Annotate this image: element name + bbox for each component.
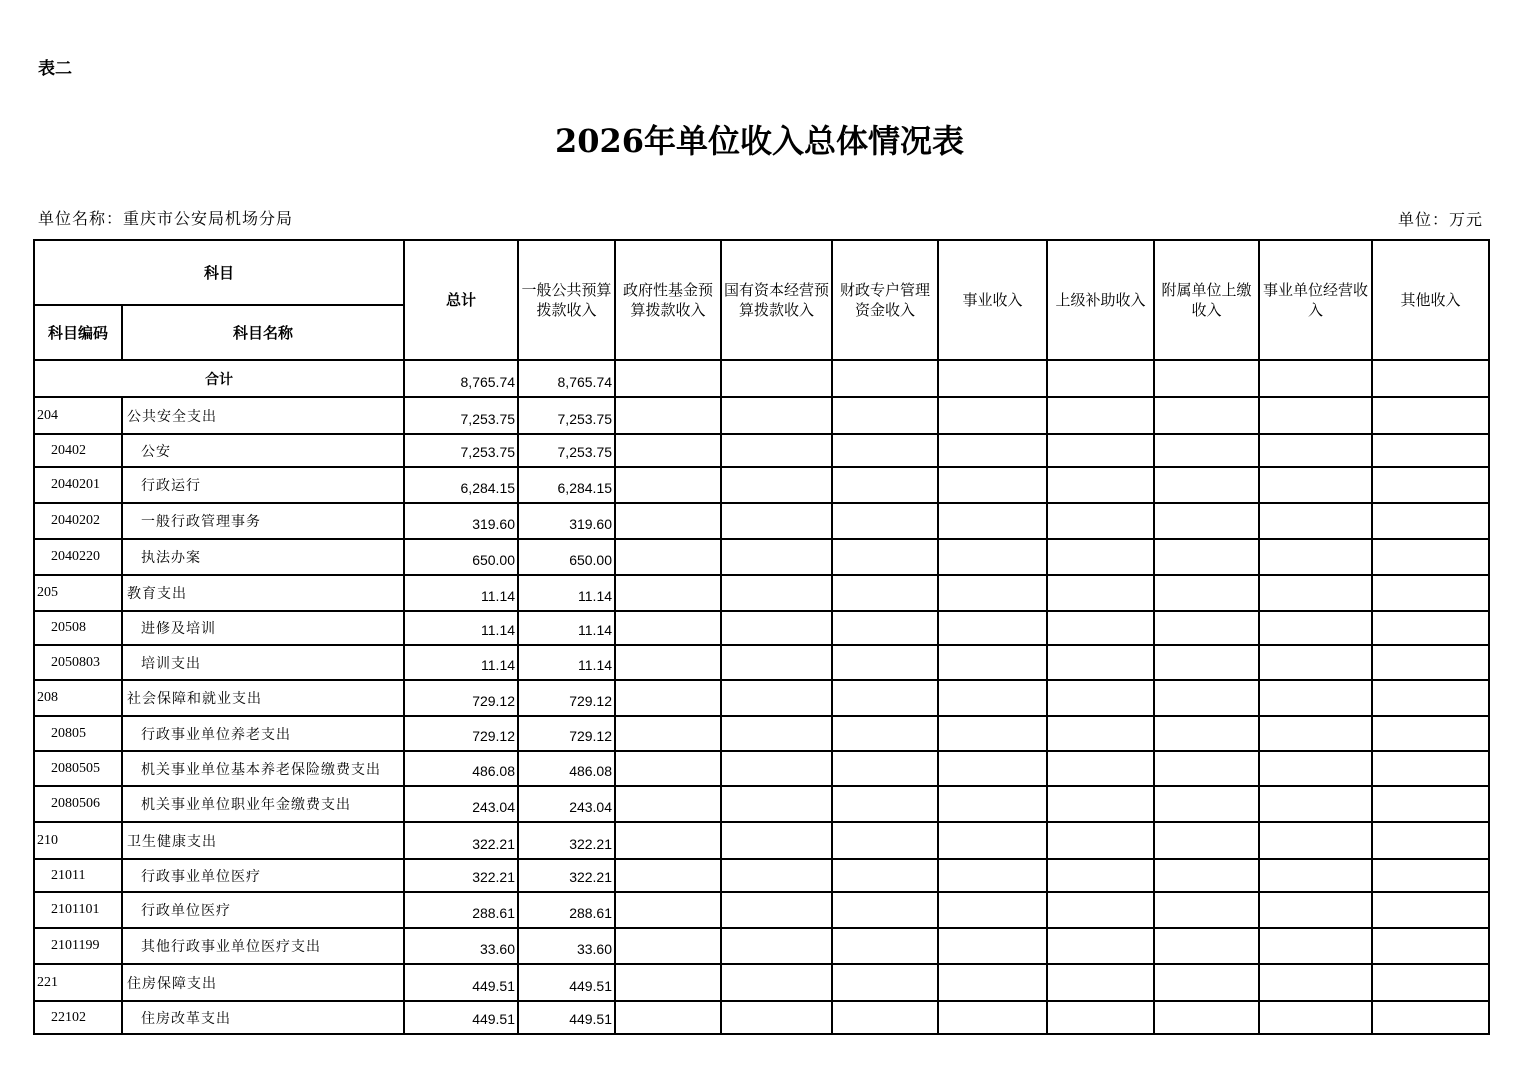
empty-cell [938,964,1047,1001]
table-row [34,503,1489,539]
empty-cell [1154,859,1259,892]
general-budget-amount: 11.14 [518,611,615,645]
table-row [34,434,1489,467]
empty-cell [832,964,938,1001]
subject-code: 2040202 [34,503,122,539]
empty-cell [938,503,1047,539]
general-budget-amount: 729.12 [518,716,615,751]
empty-cell [1372,397,1489,434]
subject-name: 培训支出 [122,645,404,680]
empty-cell [1372,360,1489,397]
empty-cell [1047,575,1154,611]
empty-cell [938,434,1047,467]
empty-cell [721,859,832,892]
empty-cell [615,786,721,822]
table-row [34,397,1489,434]
header-other-income: 其他收入 [1372,240,1489,360]
empty-cell [832,434,938,467]
empty-cell [1154,397,1259,434]
empty-cell [1259,539,1372,575]
subject-name: 其他行政事业单位医疗支出 [122,928,404,964]
empty-cell [1372,964,1489,1001]
empty-cell [1259,397,1372,434]
subject-code: 208 [34,680,122,716]
general-budget-amount: 449.51 [518,1001,615,1034]
empty-cell [615,503,721,539]
total-amount: 11.14 [404,645,518,680]
empty-cell [1154,892,1259,928]
empty-cell [615,611,721,645]
header-code: 科目编码 [34,305,122,360]
subject-name: 进修及培训 [122,611,404,645]
empty-cell [615,467,721,503]
empty-cell [615,1001,721,1034]
total-amount: 729.12 [404,716,518,751]
general-budget-amount: 486.08 [518,751,615,786]
empty-cell [938,467,1047,503]
empty-cell [1372,539,1489,575]
header-total: 总计 [404,240,518,360]
empty-cell [1154,575,1259,611]
empty-cell [1259,575,1372,611]
total-amount: 449.51 [404,964,518,1001]
general-budget-amount: 33.60 [518,928,615,964]
table-row [34,467,1489,503]
empty-cell [1372,575,1489,611]
subject-code: 20402 [34,434,122,467]
empty-cell [832,397,938,434]
total-amount: 6,284.15 [404,467,518,503]
empty-cell [1154,786,1259,822]
empty-cell [1372,716,1489,751]
empty-cell [721,716,832,751]
empty-cell [1372,859,1489,892]
empty-cell [832,892,938,928]
empty-cell [721,786,832,822]
empty-cell [1154,611,1259,645]
subject-code: 2040220 [34,539,122,575]
empty-cell [1259,716,1372,751]
total-amount: 322.21 [404,859,518,892]
total-amount: 322.21 [404,822,518,859]
table-row [34,822,1489,859]
empty-cell [1047,434,1154,467]
empty-cell [832,467,938,503]
total-amount: 729.12 [404,680,518,716]
empty-cell [1154,645,1259,680]
subject-name: 社会保障和就业支出 [122,680,404,716]
empty-cell [1259,645,1372,680]
empty-cell [1154,928,1259,964]
empty-cell [832,1001,938,1034]
empty-cell [1154,751,1259,786]
total-general-amount: 8,765.74 [518,360,615,397]
subject-code: 21011 [34,859,122,892]
empty-cell [938,539,1047,575]
empty-cell [832,751,938,786]
empty-cell [938,645,1047,680]
empty-cell [832,611,938,645]
header-subject: 科目 [34,240,404,305]
empty-cell [615,964,721,1001]
empty-cell [615,360,721,397]
empty-cell [1372,892,1489,928]
subject-name: 机关事业单位职业年金缴费支出 [122,786,404,822]
empty-cell [938,892,1047,928]
subject-name: 行政事业单位医疗 [122,859,404,892]
empty-cell [938,680,1047,716]
empty-cell [721,892,832,928]
empty-cell [615,716,721,751]
subject-code: 204 [34,397,122,434]
empty-cell [1259,467,1372,503]
empty-cell [1259,503,1372,539]
empty-cell [721,928,832,964]
empty-cell [832,680,938,716]
empty-cell [721,751,832,786]
general-budget-amount: 243.04 [518,786,615,822]
empty-cell [615,434,721,467]
total-amount: 11.14 [404,575,518,611]
general-budget-amount: 6,284.15 [518,467,615,503]
empty-cell [721,680,832,716]
empty-cell [938,751,1047,786]
total-amount: 486.08 [404,751,518,786]
general-budget-amount: 650.00 [518,539,615,575]
page-title: 2026年单位收入总体情况表 [554,122,965,160]
empty-cell [938,716,1047,751]
empty-cell [1047,467,1154,503]
table-row [34,539,1489,575]
general-budget-amount: 288.61 [518,892,615,928]
empty-cell [1154,434,1259,467]
header-affiliated-remit: 附属单位上缴收入 [1154,240,1259,360]
empty-cell [938,1001,1047,1034]
empty-cell [615,751,721,786]
subject-code: 221 [34,964,122,1001]
empty-cell [1259,751,1372,786]
subject-code: 2040201 [34,467,122,503]
header-business-income: 事业收入 [938,240,1047,360]
empty-cell [1259,928,1372,964]
table-row [34,716,1489,751]
total-amount: 8,765.74 [404,360,518,397]
total-amount: 449.51 [404,1001,518,1034]
subject-name: 行政事业单位养老支出 [122,716,404,751]
subject-code: 22102 [34,1001,122,1034]
table-row [34,786,1489,822]
general-budget-amount: 322.21 [518,822,615,859]
empty-cell [1372,786,1489,822]
subject-name: 执法办案 [122,539,404,575]
empty-cell [721,645,832,680]
empty-cell [615,680,721,716]
empty-cell [1372,928,1489,964]
subject-code: 2101199 [34,928,122,964]
empty-cell [1259,1001,1372,1034]
subject-name: 教育支出 [122,575,404,611]
empty-cell [832,716,938,751]
empty-cell [1259,892,1372,928]
table-row [34,751,1489,786]
income-table [33,239,1490,1035]
subject-name: 住房保障支出 [122,964,404,1001]
subject-code: 20508 [34,611,122,645]
empty-cell [938,859,1047,892]
header-row-1 [34,240,1489,305]
empty-cell [1259,786,1372,822]
subject-name: 卫生健康支出 [122,822,404,859]
empty-cell [1047,786,1154,822]
empty-cell [938,786,1047,822]
empty-cell [938,397,1047,434]
empty-cell [1372,467,1489,503]
empty-cell [615,822,721,859]
empty-cell [1154,680,1259,716]
empty-cell [938,611,1047,645]
total-amount: 650.00 [404,539,518,575]
general-budget-amount: 11.14 [518,645,615,680]
general-budget-amount: 449.51 [518,964,615,1001]
empty-cell [832,645,938,680]
table-row [34,645,1489,680]
general-budget-amount: 11.14 [518,575,615,611]
general-budget-amount: 7,253.75 [518,397,615,434]
empty-cell [1154,360,1259,397]
subject-name: 住房改革支出 [122,1001,404,1034]
general-budget-amount: 729.12 [518,680,615,716]
subject-name: 公共安全支出 [122,397,404,434]
empty-cell [615,892,721,928]
empty-cell [1154,467,1259,503]
total-amount: 7,253.75 [404,434,518,467]
empty-cell [615,575,721,611]
empty-cell [1259,964,1372,1001]
empty-cell [1372,822,1489,859]
empty-cell [938,575,1047,611]
table-row [34,859,1489,892]
empty-cell [1047,539,1154,575]
table-row [34,611,1489,645]
empty-cell [721,611,832,645]
empty-cell [721,397,832,434]
empty-cell [1372,751,1489,786]
empty-cell [1154,1001,1259,1034]
empty-cell [938,928,1047,964]
empty-cell [721,964,832,1001]
total-label: 合计 [34,360,404,397]
empty-cell [832,503,938,539]
unit-label: 单位：万元 [1397,210,1483,229]
empty-cell [1372,680,1489,716]
empty-cell [721,822,832,859]
empty-cell [721,434,832,467]
empty-cell [832,786,938,822]
subject-code: 20805 [34,716,122,751]
total-amount: 33.60 [404,928,518,964]
total-amount: 319.60 [404,503,518,539]
empty-cell [615,645,721,680]
table-row [34,1001,1489,1034]
empty-cell [1372,503,1489,539]
subject-code: 2050803 [34,645,122,680]
general-budget-amount: 319.60 [518,503,615,539]
subject-name: 行政单位医疗 [122,892,404,928]
header-superior-subsidy: 上级补助收入 [1047,240,1154,360]
total-amount: 243.04 [404,786,518,822]
empty-cell [1047,503,1154,539]
empty-cell [1154,503,1259,539]
empty-cell [832,859,938,892]
empty-cell [721,503,832,539]
unit-name: 单位名称：重庆市公安局机场分局 [38,209,294,228]
empty-cell [1372,645,1489,680]
empty-cell [1047,397,1154,434]
empty-cell [615,539,721,575]
empty-cell [1259,822,1372,859]
empty-cell [1047,716,1154,751]
empty-cell [1372,1001,1489,1034]
empty-cell [721,360,832,397]
empty-cell [721,1001,832,1034]
empty-cell [1047,751,1154,786]
empty-cell [721,467,832,503]
empty-cell [832,928,938,964]
subject-name: 机关事业单位基本养老保险缴费支出 [122,751,404,786]
empty-cell [938,822,1047,859]
empty-cell [615,397,721,434]
empty-cell [832,360,938,397]
empty-cell [1047,964,1154,1001]
empty-cell [832,822,938,859]
total-amount: 288.61 [404,892,518,928]
subject-code: 2080505 [34,751,122,786]
header-general-budget: 一般公共预算拨款收入 [518,240,615,360]
general-budget-amount: 7,253.75 [518,434,615,467]
header-operating-income: 事业单位经营收入 [1259,240,1372,360]
empty-cell [1259,611,1372,645]
table-row [34,928,1489,964]
total-row [34,360,1489,397]
empty-cell [1047,859,1154,892]
empty-cell [1047,822,1154,859]
empty-cell [832,539,938,575]
empty-cell [1154,539,1259,575]
header-state-capital: 国有资本经营预算拨款收入 [721,240,832,360]
empty-cell [721,575,832,611]
table-row [34,575,1489,611]
table-row [34,680,1489,716]
empty-cell [615,928,721,964]
empty-cell [938,360,1047,397]
empty-cell [1154,964,1259,1001]
empty-cell [1154,822,1259,859]
empty-cell [1372,434,1489,467]
subject-name: 行政运行 [122,467,404,503]
empty-cell [1047,645,1154,680]
empty-cell [1372,611,1489,645]
subject-name: 一般行政管理事务 [122,503,404,539]
subject-code: 2101101 [34,892,122,928]
empty-cell [1047,360,1154,397]
empty-cell [721,539,832,575]
table-row [34,892,1489,928]
subject-code: 2080506 [34,786,122,822]
total-amount: 11.14 [404,611,518,645]
empty-cell [1047,611,1154,645]
empty-cell [1047,892,1154,928]
empty-cell [1047,1001,1154,1034]
empty-cell [1259,434,1372,467]
header-name: 科目名称 [122,305,404,360]
empty-cell [1047,928,1154,964]
empty-cell [1154,716,1259,751]
subject-code: 210 [34,822,122,859]
empty-cell [832,575,938,611]
total-amount: 7,253.75 [404,397,518,434]
subject-name: 公安 [122,434,404,467]
empty-cell [1047,680,1154,716]
empty-cell [1259,859,1372,892]
subject-code: 205 [34,575,122,611]
empty-cell [1259,680,1372,716]
general-budget-amount: 322.21 [518,859,615,892]
header-gov-fund: 政府性基金预算拨款收入 [615,240,721,360]
empty-cell [1259,360,1372,397]
table-number: 表二 [38,59,72,79]
table-row [34,964,1489,1001]
empty-cell [615,859,721,892]
header-special-account: 财政专户管理资金收入 [832,240,938,360]
